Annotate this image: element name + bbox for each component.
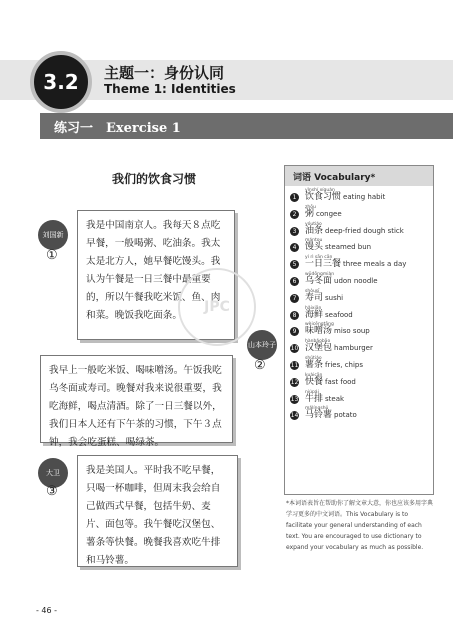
vocab-pinyin: mántou <box>305 238 323 244</box>
vocabulary-heading: 词语 Vocabulary* <box>285 166 433 186</box>
vocab-pinyin: shǔtiáo <box>305 355 322 361</box>
vocab-chinese: 汉堡包 <box>305 343 333 354</box>
vocab-english: deep-fried dough stick <box>325 226 404 235</box>
vocab-number: 2 <box>290 210 299 219</box>
vocab-english: hamburger <box>334 344 373 353</box>
watermark-seal: JPC <box>178 268 256 346</box>
vocab-number: 10 <box>290 345 299 353</box>
vocab-item <box>285 320 433 337</box>
vocab-chinese: 乌冬面 <box>305 275 333 286</box>
vocab-number: 9 <box>290 327 299 336</box>
vocab-english: three meals a day <box>343 260 407 269</box>
theme-title-en: Theme 1: Identities <box>104 82 236 96</box>
vocab-number: 6 <box>290 277 299 286</box>
vocab-entry <box>305 242 371 252</box>
vocab-item <box>285 371 433 388</box>
vocab-number: 14 <box>290 412 299 420</box>
vocab-chinese: 粥 <box>305 208 315 219</box>
passage-box-3: 我是美国人。平时我不吃早餐，只喝一杯咖啡，但周末我会给自己做西式早餐，包括牛奶、麦片、面包等。我午餐吃汉堡包、薯条等快餐。晚餐我喜欢吃牛排和马铃薯。 <box>77 455 238 567</box>
vocab-entry <box>305 192 385 202</box>
vocab-number: 12 <box>290 378 299 386</box>
vocab-english: congee <box>316 209 342 218</box>
vocab-entry <box>305 343 373 353</box>
vocabulary-note: *本词语表旨在帮助你了解文章大意，你也应该多用字典学习更多的中文词语。This Vocabulary is to facilitate your general understanding of each text. You are encouraged to use dictionary to expand your vocabulary as much as possible. <box>286 500 434 551</box>
vocab-item <box>285 203 433 220</box>
vocab-chinese: 一日三餐 <box>305 259 342 270</box>
vocab-item <box>285 270 433 287</box>
exercise-title: 练习一 Exercise 1 <box>54 121 181 136</box>
vocab-english: potato <box>334 411 357 420</box>
vocab-chinese: 油条 <box>305 225 324 236</box>
vocabulary-list <box>285 186 433 421</box>
vocab-entry <box>305 326 370 336</box>
vocab-pinyin: hǎixiān <box>305 305 322 311</box>
vocab-pinyin: shòusī <box>305 288 320 294</box>
page-number: - 46 - <box>36 606 58 615</box>
vocab-entry <box>305 410 357 420</box>
vocab-english: seafood <box>325 310 353 319</box>
vocab-pinyin: zhōu <box>305 204 316 210</box>
vocab-entry <box>305 209 342 219</box>
speaker-number-1: ① <box>46 248 58 263</box>
vocab-pinyin: wūdōngmiàn <box>305 271 335 277</box>
vocab-pinyin: niúpái <box>305 389 319 395</box>
vocab-chinese: 薯条 <box>305 359 324 370</box>
vocab-english: fries, chips <box>325 360 364 369</box>
vocab-english: steak <box>325 394 345 403</box>
speaker-tag-2: 山本玲子 <box>247 330 277 360</box>
passage-box-2: 我早上一般吃米饭、喝味噌汤。午饭我吃乌冬面或寿司。晚餐对我来说很重要，我吃海鲜，喝点清酒。除了一日三餐以外，我们日本人还有下午茶的习惯，下午３点钟，我会吃蛋糕、喝绿茶。 <box>40 355 233 443</box>
vocab-chinese: 牛排 <box>305 393 324 404</box>
vocab-pinyin: yóutiáo <box>305 221 322 227</box>
vocab-entry <box>305 360 363 370</box>
vocab-number: 11 <box>290 361 299 369</box>
vocab-item <box>285 236 433 253</box>
vocab-number: 8 <box>290 311 299 320</box>
vocab-chinese: 快餐 <box>305 376 324 387</box>
vocab-item <box>285 388 433 405</box>
vocab-entry <box>305 259 406 269</box>
vocab-number: 4 <box>290 243 299 252</box>
vocab-english: udon noodle <box>334 276 378 285</box>
vocab-entry <box>305 276 378 286</box>
vocab-pinyin: yí rì sān cān <box>305 255 333 261</box>
vocab-english: sushi <box>325 293 344 302</box>
speaker-number-2: ② <box>254 358 266 373</box>
vocab-pinyin: kuàicān <box>305 372 323 378</box>
vocab-entry <box>305 293 343 303</box>
speaker-number-3: ③ <box>46 484 58 499</box>
vocab-item <box>285 404 433 421</box>
vocab-item <box>285 253 433 270</box>
vocab-chinese: 馒头 <box>305 242 324 253</box>
vocab-number: 13 <box>290 395 299 403</box>
vocab-entry <box>305 377 356 387</box>
vocab-english: miso soup <box>334 327 370 336</box>
vocab-chinese: 饮食习惯 <box>305 192 342 202</box>
passage-title: 我们的饮食习惯 <box>112 172 197 186</box>
vocab-entry <box>305 310 353 320</box>
vocab-number: 1 <box>290 193 299 202</box>
vocab-number: 3 <box>290 227 299 236</box>
speaker-tag-1: 刘国新 <box>38 220 68 250</box>
speaker-tag-3: 大卫 <box>38 458 68 488</box>
vocab-item <box>285 304 433 321</box>
vocab-number: 7 <box>290 294 299 303</box>
vocab-number: 5 <box>290 260 299 269</box>
vocab-item <box>285 287 433 304</box>
vocab-chinese: 寿司 <box>305 292 324 303</box>
vocab-english: fast food <box>325 377 356 386</box>
vocab-pinyin: hànbǎobāo <box>305 339 331 345</box>
vocab-item <box>285 354 433 371</box>
vocab-pinyin: yǐnshí xíguàn <box>305 188 335 193</box>
vocab-english: steamed bun <box>325 243 372 252</box>
passage-box-1: 我是中国南京人。我每天８点吃早餐，一般喝粥、吃油条。我太太是北方人，她早餐吃馒头。我认为午餐是一日三餐中最重要的，所以午餐我吃米饭、鱼、肉和菜。晚饭我吃面条。 <box>77 210 235 340</box>
vocab-item <box>285 186 433 203</box>
vocab-item <box>285 337 433 354</box>
vocab-chinese: 马铃薯 <box>305 410 333 421</box>
vocab-pinyin: mǎlíngshǔ <box>305 406 329 412</box>
theme-title-cn: 主题一：身份认同 <box>104 64 225 82</box>
vocab-chinese: 味噌汤 <box>305 326 333 337</box>
vocab-chinese: 海鲜 <box>305 309 324 320</box>
vocab-entry <box>305 394 344 404</box>
vocab-english: eating habit <box>343 193 386 201</box>
vocabulary-panel <box>284 165 434 495</box>
unit-badge: 3.2 <box>30 51 92 113</box>
vocab-entry <box>305 226 404 236</box>
vocab-item <box>285 220 433 237</box>
vocab-pinyin: wèicēngtāng <box>305 322 334 328</box>
